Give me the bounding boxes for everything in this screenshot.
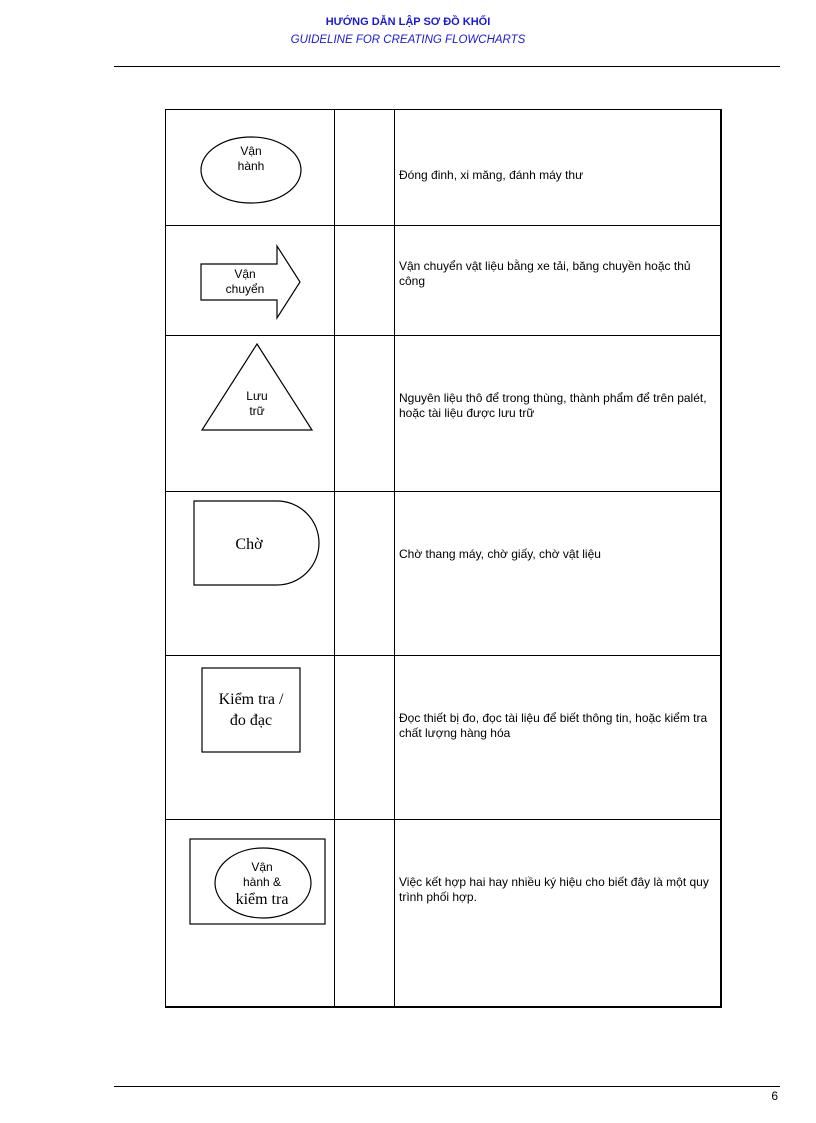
delay-description: Chờ thang máy, chờ giấy, chờ vật liệu — [399, 547, 601, 561]
storage-label-line-2: trữ — [249, 404, 265, 418]
storage-description: Nguyên liệu thô để trong thùng, thành phẩm để trên palét, hoặc tài liệu được lưu trữ — [399, 391, 707, 420]
footer-divider — [114, 1086, 780, 1087]
header-title: HƯỚNG DẪN LẬP SƠ ĐỒ KHỐI — [325, 16, 491, 28]
transport-label-line-2: chuyển — [225, 282, 265, 296]
transport-description: Vận chuyển vật liệu bằng xe tải, băng chuyền hoặc thủ công — [399, 259, 691, 288]
operation-description: Đóng đinh, xi măng, đánh máy thư — [399, 168, 584, 182]
inspection-description: Đọc thiết bị đo, đọc tài liệu để biết thông tin, hoặc kiểm tra chất lượng hàng hóa — [399, 711, 708, 740]
transport-label-line-1: Vận — [234, 267, 256, 281]
header-divider — [114, 66, 780, 67]
page-number: 6 — [771, 1089, 778, 1103]
combined-label-line-2: hành & — [242, 875, 282, 889]
row-divider-1 — [166, 225, 720, 226]
inspection-label-line-2: đo đạc — [229, 712, 273, 729]
column-divider-2 — [394, 110, 395, 1006]
header-subtitle: GUIDELINE FOR CREATING FLOWCHARTS — [290, 34, 526, 46]
combined-description: Việc kết hợp hai hay nhiều ký hiệu cho biết đây là một quy trình phối hợp. — [399, 875, 709, 904]
combined-label-line-3: kiểm tra — [235, 891, 289, 908]
storage-label-line-1: Lưu — [246, 389, 268, 403]
inspection-label-line-1: Kiểm tra / — [218, 691, 284, 708]
operation-label-line-1: Vận — [240, 144, 262, 158]
delay-label: Chờ — [235, 536, 263, 553]
row-divider-5 — [166, 819, 720, 820]
operation-label-line-2: hành — [237, 159, 265, 173]
row-divider-3 — [166, 491, 720, 492]
column-divider-1 — [334, 110, 335, 1006]
row-divider-4 — [166, 655, 720, 656]
row-divider-2 — [166, 335, 720, 336]
combined-label-line-1: Vận — [251, 860, 273, 874]
